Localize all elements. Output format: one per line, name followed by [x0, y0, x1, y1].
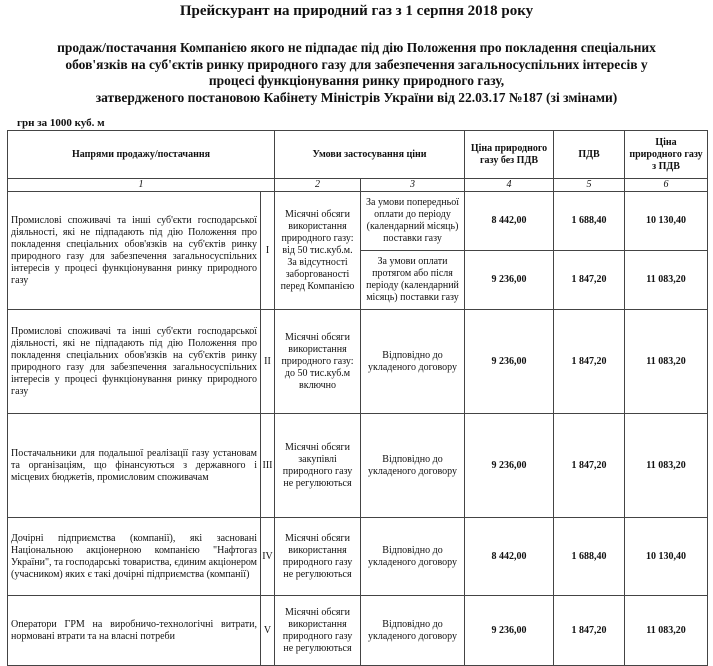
direction-cell: Дочірні підприємства (компанії), які засновані Національною акціонерною компанією "Нафтогаз України", та господарські товариства, єдиним акціонером (учасником) яких є такі дочірні підприємства (компанії): [8, 518, 261, 596]
price-no-vat: 9 236,00: [465, 596, 554, 666]
price-no-vat: 9 236,00: [465, 251, 554, 310]
column-number: 6: [625, 179, 708, 192]
subtitle-line: затвердженого постановою Кабінету Міністрів України від 22.03.17 №187 (зі змінами): [95, 89, 618, 105]
col-vat-header: ПДВ: [554, 131, 625, 179]
price-with-vat: 11 083,20: [625, 251, 708, 310]
category-number: I: [261, 192, 275, 310]
direction-cell: Промислові споживачі та інші суб'єкти господарської діяльності, які не підпадають під дію Положення про покладення спеціальних обов'язків на суб'єктів ринку природного газу для забезпечення загальносуспільних інтересів у процесі функціонування ринку природного газу: [8, 192, 261, 310]
column-number-row: [8, 179, 708, 192]
price-with-vat: 10 130,40: [625, 192, 708, 251]
column-number: 2: [275, 179, 361, 192]
subtitle-line: процесі функціонування ринку природного газу,: [208, 73, 505, 88]
direction-cell: Оператори ГРМ на виробничо-технологічні витрати, нормовані втрати та на власні потреби: [8, 596, 261, 666]
volume-cell: Місячні обсяги використання природного газу не регулюються: [275, 518, 361, 596]
table-row: [8, 414, 708, 518]
price-no-vat: 8 442,00: [465, 518, 554, 596]
vat-value: 1 847,20: [554, 251, 625, 310]
price-table: [7, 130, 708, 666]
condition-cell: Відповідно до укладеного договору: [361, 596, 465, 666]
category-number: V: [261, 596, 275, 666]
col-direction-header: Напрями продажу/постачання: [8, 131, 275, 179]
vat-value: 1 847,20: [554, 310, 625, 414]
column-number: 5: [554, 179, 625, 192]
price-with-vat: 11 083,20: [625, 414, 708, 518]
category-number: III: [261, 414, 275, 518]
direction-cell: Постачальники для подальшої реалізації газу установам та організаціям, що фінансуються з державного і місцевих бюджетів, промисловим споживачам: [8, 414, 261, 518]
table-row: [8, 518, 708, 596]
subtitle-line: продаж/постачання Компанією якого не підпадає під дію Положення про покладення спеціальних: [57, 40, 656, 55]
vat-value: 1 847,20: [554, 596, 625, 666]
vat-value: 1 847,20: [554, 414, 625, 518]
condition-cell: За умови попередньої оплати до періоду (календарний місяць) поставки газу: [361, 192, 465, 251]
price-no-vat: 9 236,00: [465, 310, 554, 414]
subtitle-line: обов'язків на суб'єктів ринку природного газу для забезпечення загальносуспільних інтересів у: [65, 56, 648, 72]
price-with-vat: 11 083,20: [625, 596, 708, 666]
header-row: [8, 131, 708, 179]
col-price-no-vat-header: Ціна природного газу без ПДВ: [465, 131, 554, 179]
vat-value: 1 688,40: [554, 518, 625, 596]
price-with-vat: 11 083,20: [625, 310, 708, 414]
category-number: II: [261, 310, 275, 414]
vat-value: 1 688,40: [554, 192, 625, 251]
volume-cell: Місячні обсяги закупівлі природного газу не регулюються: [275, 414, 361, 518]
col-price-with-vat-header: Ціна природного газу з ПДВ: [625, 131, 708, 179]
table-row: [8, 310, 708, 414]
column-number: 1: [8, 179, 275, 192]
direction-cell: Промислові споживачі та інші суб'єкти господарської діяльності, які не підпадають під дію Положення про покладення спеціальних обов'язків на суб'єктів ринку природного газу для забезпечення загальносуспільних інтересів у процесі функціонування ринку природного газу: [8, 310, 261, 414]
volume-cell: Місячні обсяги використання природного газу не регулюються: [275, 596, 361, 666]
condition-cell: За умови оплати протягом або після періоду (календарний місяць) поставки газу: [361, 251, 465, 310]
subtitle: [0, 40, 713, 106]
volume-cell: Місячні обсяги використання природного газу: до 50 тис.куб.м включно: [275, 310, 361, 414]
condition-cell: Відповідно до укладеного договору: [361, 310, 465, 414]
unit-label: грн за 1000 куб. м: [17, 117, 105, 129]
page-title: Прейскурант на природний газ з 1 серпня 2018 року: [179, 3, 534, 19]
col-conditions-header: Умови застосування ціни: [275, 131, 465, 179]
price-no-vat: 8 442,00: [465, 192, 554, 251]
condition-cell: Відповідно до укладеного договору: [361, 518, 465, 596]
volume-cell: Місячні обсяги використання природного газу: від 50 тис.куб.м. За відсутності заборгованості перед Компанією: [275, 192, 361, 310]
column-number: 3: [361, 179, 465, 192]
price-no-vat: 9 236,00: [465, 414, 554, 518]
category-number: IV: [261, 518, 275, 596]
price-with-vat: 10 130,40: [625, 518, 708, 596]
column-number: 4: [465, 179, 554, 192]
table-row: [8, 192, 708, 251]
condition-cell: Відповідно до укладеного договору: [361, 414, 465, 518]
table-row: [8, 596, 708, 666]
